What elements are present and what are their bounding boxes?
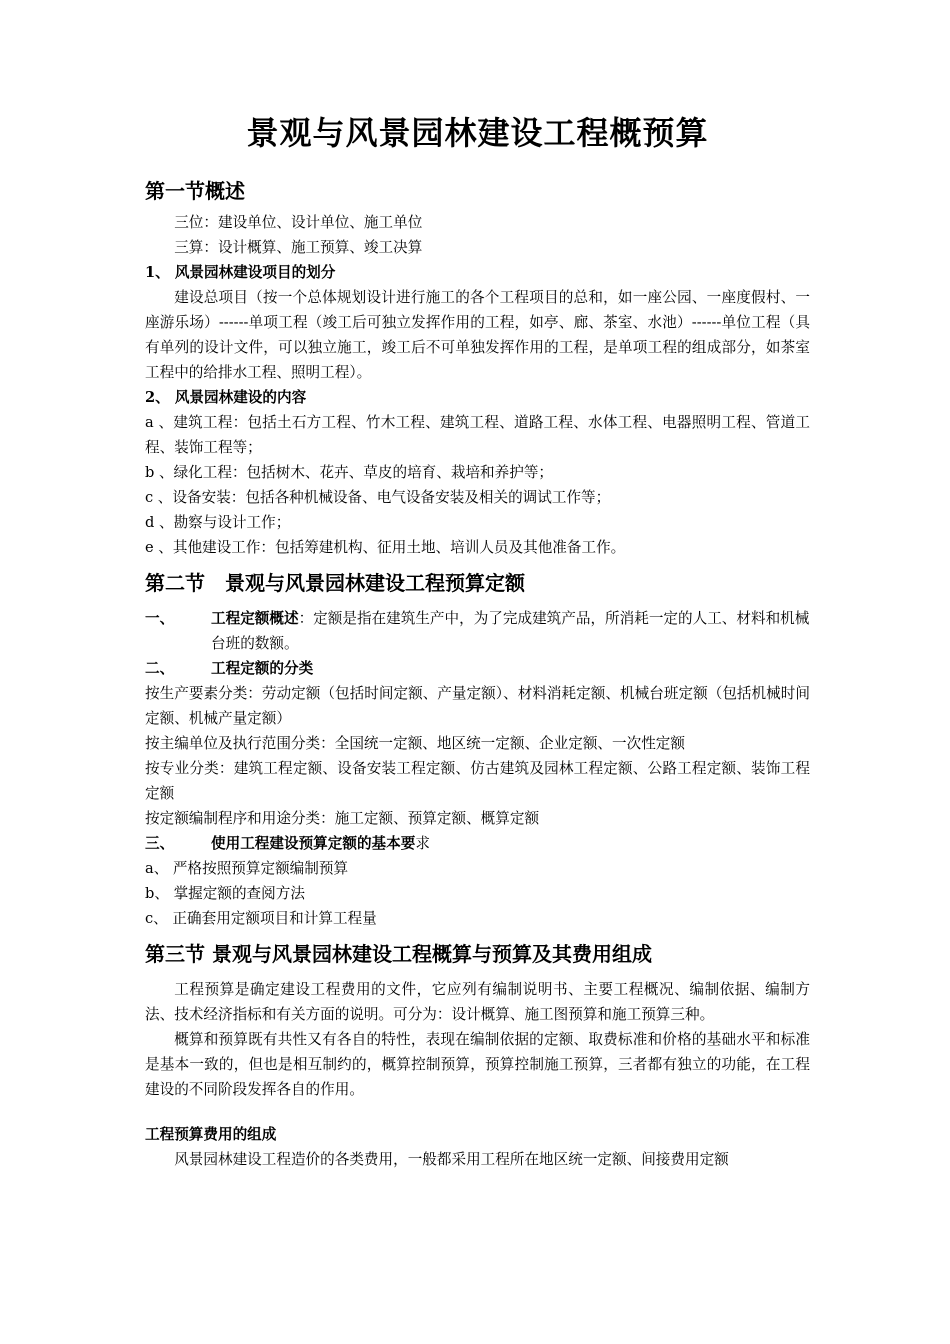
classification-line: 按生产要素分类：劳动定额（包括时间定额、产量定额）、材料消耗定额、机械台班定额（包括机械时间定额、机械产量定额） [145,685,810,727]
point-number: 二、 [145,660,175,677]
point-body [211,606,810,656]
point-body [211,831,810,856]
numbered-point-2 [145,656,810,681]
numbered-point-1 [145,606,810,656]
list-item: e 、其他建设工作：包括筹建机构、征用土地、培训人员及其他准备工作。 [145,539,626,556]
section-1-heading: 第一节概述 [145,179,245,203]
classification-line: 按定额编制程序和用途分类：施工定额、预算定额、概算定额 [145,810,540,827]
section-3-heading: 第三节 景观与风景园林建设工程概算与预算及其费用组成 [145,942,652,966]
list-item: c 、设备安装：包括各种机械设备、电气设备安装及相关的调试工作等； [145,489,611,506]
paragraph-cost-composition: 风景园林建设工程造价的各类费用，一般都采用工程所在地区统一定额、间接费用定额 [174,1151,729,1168]
section-2-heading: 第二节 景观与风景园林建设工程预算定额 [145,571,525,595]
requirement-item: b、 掌握定额的查阅方法 [145,885,305,902]
document-title: 景观与风景园林建设工程概预算 [246,114,709,152]
subheading-project-division: 1、 风景园林建设项目的划分 [145,264,336,281]
point-heading: 工程定额概述 [211,610,299,627]
paragraph-budget-definition: 工程预算是确定建设工程费用的文件，它应列有编制说明书、主要工程概况、编制依据、编制方法、技术经济指标和有关方面的说明。可分为：设计概算、施工图预算和施工预算三种。 [145,981,810,1023]
numbered-point-3 [145,831,810,856]
paragraph-budget-comparison: 概算和预算既有共性又有各自的特性，表现在编制依据的定额、取费标准和价格的基础水平和标准是基本一致的，但也是相互制约的，概算控制预算，预算控制施工预算，三者都有独立的功能，在工程建设的不同阶段发挥各自的作用。 [145,1031,810,1098]
point-heading: 工程定额的分类 [211,660,314,677]
classification-line: 按主编单位及执行范围分类：全国统一定额、地区统一定额、企业定额、一次性定额 [145,735,685,752]
subheading-construction-content: 2、 风景园林建设的内容 [145,389,307,406]
point-number: 一、 [145,610,175,627]
point-heading: 使用工程建设预算定额的基本要 [211,835,416,852]
document-page [145,110,810,1172]
list-item: d 、勘察与设计工作； [145,514,291,531]
point-number: 三、 [145,835,175,852]
list-item: b 、绿化工程：包括树木、花卉、草皮的培育、栽培和养护等； [145,464,554,481]
classification-line: 按专业分类：建筑工程定额、设备安装工程定额、仿古建筑及园林工程定额、公路工程定额、装饰工程定额 [145,760,810,802]
requirement-item: a、 严格按照预算定额编制预算 [145,860,349,877]
point-text: ：定额是指在建筑生产中，为了完成建筑产品，所消耗一定的人工、材料和机械台班的数额。 [211,610,810,652]
line-sanwei: 三位：建设单位、设计单位、施工单位 [174,214,423,231]
paragraph-project-division: 建设总项目（按一个总体规划设计进行施工的各个工程项目的总和，如一座公园、一座度假村、一座游乐场）------单项工程（竣工后可独立发挥作用的工程，如亭、廊、茶室、水池）------单位工程（具有单列的设计文件，可以独立施工，竣工后不可单独发挥作用的工程，是单项工程的组成部分，如茶室工程中的给排水工程、照明工程）。 [145,289,810,381]
point-heading-tail: 求 [415,835,430,852]
line-sansuan: 三算：设计概算、施工预算、竣工决算 [174,239,423,256]
subheading-cost-composition: 工程预算费用的组成 [145,1126,277,1143]
list-item: a 、建筑工程：包括土石方工程、竹木工程、建筑工程、道路工程、水体工程、电器照明工程、管道工程、装饰工程等； [145,414,810,456]
requirement-item: c、 正确套用定额项目和计算工程量 [145,910,377,927]
